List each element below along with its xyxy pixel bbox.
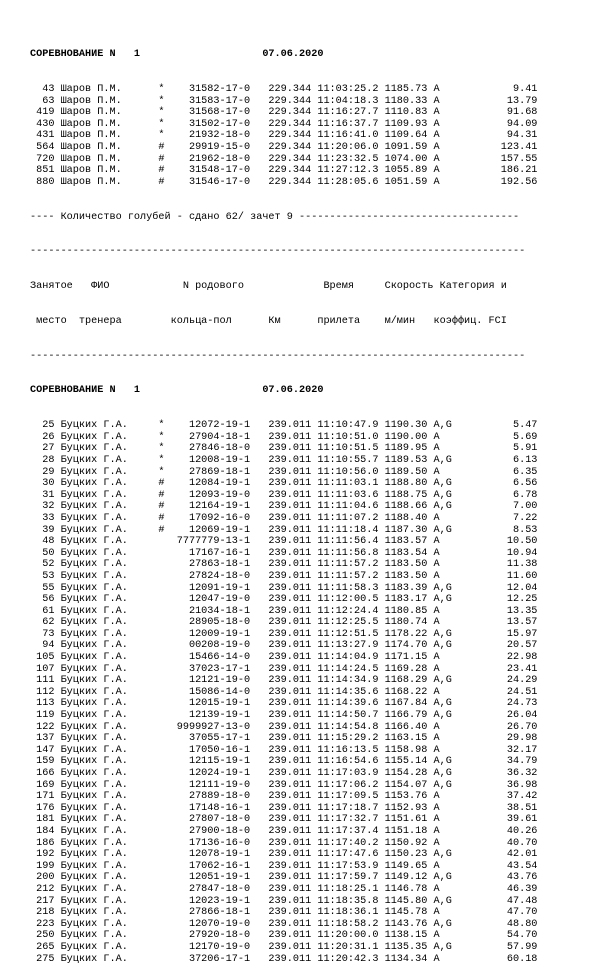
- result-row: 880 Шаров П.М. # 31546-17-0 229.344 11:28:05.6 1051.59 A 192.56: [30, 176, 538, 188]
- result-row: 28 Буцких Г.А. * 12008-19-1 239.011 11:10:55.7 1189.53 A,G 6.13: [30, 454, 538, 466]
- result-row: 50 Буцких Г.А. 17167-16-1 239.011 11:11:56.8 1183.54 A 10.94: [30, 547, 538, 559]
- competition-header: СОРЕВНОВАНИЕ N 1 07.06.2020: [30, 385, 324, 397]
- result-row: 29 Буцких Г.А. * 27869-18-1 239.011 11:10:56.0 1189.50 A 6.35: [30, 466, 538, 478]
- result-row: 25 Буцких Г.А. * 12072-19-1 239.011 11:10:47.9 1190.30 A,G 5.47: [30, 420, 538, 432]
- result-row: 166 Буцких Г.А. 12024-19-1 239.011 11:17:03.9 1154.28 A,G 36.32: [30, 768, 538, 779]
- result-row: 431 Шаров П.М. * 21932-18-0 229.344 11:16:41.0 1109.64 A 94.31: [30, 130, 538, 142]
- result-row: 43 Шаров П.М. * 31582-17-0 229.344 11:03:25.2 1185.73 A 9.41: [30, 83, 538, 95]
- result-row: 31 Буцких Г.А. # 12093-19-0 239.011 11:11:03.6 1188.75 A,G 6.78: [30, 489, 538, 501]
- separator-line: ---------------------------------------------------------------------------------: [30, 246, 526, 258]
- result-row: 169 Буцких Г.А. 12111-19-0 239.011 11:17:06.2 1154.07 A,G 36.98: [30, 779, 538, 791]
- column-header-line-2: место тренера кольца-пол Км прилета м/мин коэффиц. FCI: [30, 315, 507, 327]
- result-row: 851 Шаров П.М. # 31548-17-0 229.344 11:27:12.3 1055.89 A 186.21: [30, 165, 538, 177]
- column-header-line-1: Занятое ФИО N родового Время Скорость Категория и: [30, 281, 507, 293]
- result-row: 218 Буцких Г.А. 27866-18-1 239.011 11:18:36.1 1145.78 A 47.70: [30, 907, 538, 919]
- result-row: 275 Буцких Г.А. 37206-17-1 239.011 11:20:42.3 1134.34 A 60.18: [30, 953, 538, 965]
- result-row: 52 Буцких Г.А. 27863-18-1 239.011 11:11:57.2 1183.50 A 11.38: [30, 559, 538, 571]
- result-row: 27 Буцких Г.А. * 27846-18-0 239.011 11:10:51.5 1189.95 A 5.91: [30, 443, 538, 455]
- result-row: 419 Шаров П.М. * 31568-17-0 229.344 11:16:27.7 1110.83 A 91.68: [30, 107, 538, 119]
- pigeon-count-summary: ---- Количество голубей - сдано 62/ зачет 9 ------------------------------------: [30, 211, 520, 223]
- result-row: 192 Буцких Г.А. 12078-19-1 239.011 11:17:47.6 1150.23 A,G 42.01: [30, 849, 538, 861]
- result-row: 122 Буцких Г.А. 9999927-13-0 239.011 11:14:54.8 1166.40 A 26.70: [30, 721, 538, 733]
- competition-header: СОРЕВНОВАНИЕ N 1 07.06.2020: [30, 49, 324, 61]
- result-row: 119 Буцких Г.А. 12139-19-1 239.011 11:14:50.7 1166.79 A,G 26.04: [30, 710, 538, 722]
- result-row: 113 Буцких Г.А. 12015-19-1 239.011 11:14:39.6 1167.84 A,G 24.73: [30, 698, 538, 710]
- result-row: 33 Буцких Г.А. # 17092-16-0 239.011 11:11:07.2 1188.40 A 7.22: [30, 512, 538, 524]
- result-row: 176 Буцких Г.А. 17148-16-1 239.011 11:17:18.7 1152.93 A 38.51: [30, 802, 538, 814]
- result-row: 94 Буцких Г.А. 00208-19-0 239.011 11:13:27.9 1174.70 A,G 20.57: [30, 640, 538, 652]
- result-row: 212 Буцких Г.А. 27847-18-0 239.011 11:18:25.1 1146.78 A 46.39: [30, 883, 538, 895]
- result-row: 48 Буцких Г.А. 7777779-13-1 239.011 11:11:56.4 1183.57 A 10.50: [30, 536, 538, 548]
- result-row: 55 Буцких Г.А. 12091-19-1 239.011 11:11:58.3 1183.39 A,G 12.04: [30, 582, 538, 594]
- result-row: 56 Буцких Г.А. 12047-19-0 239.011 11:12:00.5 1183.17 A,G 12.25: [30, 594, 538, 606]
- result-row: 39 Буцких Г.А. # 12069-19-1 239.011 11:11:18.4 1187.30 A,G 8.53: [30, 524, 538, 536]
- result-row: 73 Буцких Г.А. 12009-19-1 239.011 11:12:51.5 1178.22 A,G 15.97: [30, 628, 538, 640]
- result-row: 53 Буцких Г.А. 27824-18-0 239.011 11:11:57.2 1183.50 A 11.60: [30, 570, 538, 582]
- result-row: 720 Шаров П.М. # 21962-18-0 229.344 11:23:32.5 1074.00 A 157.55: [30, 153, 538, 165]
- result-row: 159 Буцких Г.А. 12115-19-1 239.011 11:16:54.6 1155.14 A,G 34.79: [30, 756, 538, 768]
- result-row: 137 Буцких Г.А. 37055-17-1 239.011 11:15:29.2 1163.15 A 29.98: [30, 733, 538, 745]
- top-results-list: [30, 84, 537, 188]
- result-row: 147 Буцких Г.А. 17050-16-1 239.011 11:16:13.5 1158.98 A 32.17: [30, 744, 538, 756]
- result-row: 430 Шаров П.М. * 31502-17-0 229.344 11:16:37.7 1109.93 A 94.09: [30, 118, 538, 130]
- result-row: 62 Буцких Г.А. 28905-18-0 239.011 11:12:25.5 1180.74 A 13.57: [30, 617, 538, 629]
- result-row: 32 Буцких Г.А. # 12164-19-1 239.011 11:11:04.6 1188.66 A,G 7.00: [30, 501, 538, 513]
- result-row: 199 Буцких Г.А. 17062-16-1 239.011 11:17:53.9 1149.65 A 43.54: [30, 860, 538, 872]
- result-row: 200 Буцких Г.А. 12051-19-1 239.011 11:17:59.7 1149.12 A,G 43.76: [30, 872, 538, 884]
- results-document: [30, 26, 537, 977]
- result-row: 181 Буцких Г.А. 27807-18-0 239.011 11:17:32.7 1151.61 A 39.61: [30, 814, 538, 826]
- result-row: 105 Буцких Г.А. 15466-14-0 239.011 11:14:04.9 1171.15 A 22.98: [30, 652, 538, 664]
- result-row: 223 Буцких Г.А. 12070-19-0 239.011 11:18:58.2 1143.76 A,G 48.80: [30, 918, 538, 930]
- result-row: 63 Шаров П.М. * 31583-17-0 229.344 11:04:18.3 1180.33 A 13.79: [30, 95, 538, 107]
- result-row: 265 Буцких Г.А. 12170-19-0 239.011 11:20:31.1 1135.35 A,G 57.99: [30, 941, 538, 953]
- result-row: 26 Буцких Г.А. * 27904-18-1 239.011 11:10:51.0 1190.00 A 5.69: [30, 431, 538, 443]
- result-row: 250 Буцких Г.А. 27920-18-0 239.011 11:20:00.0 1138.15 A 54.70: [30, 930, 538, 942]
- result-row: 217 Буцких Г.А. 12023-19-1 239.011 11:18:35.8 1145.80 A,G 47.48: [30, 895, 538, 907]
- result-row: 564 Шаров П.М. # 29919-15-0 229.344 11:20:06.0 1091.59 A 123.41: [30, 141, 538, 153]
- result-row: 184 Буцких Г.А. 27900-18-0 239.011 11:17:37.4 1151.18 A 40.26: [30, 825, 538, 837]
- result-row: 171 Буцких Г.А. 27889-18-0 239.011 11:17:09.5 1153.76 A 37.42: [30, 791, 538, 803]
- main-results-list: [30, 420, 537, 965]
- separator-line: ---------------------------------------------------------------------------------: [30, 350, 526, 362]
- result-row: 112 Буцких Г.А. 15086-14-0 239.011 11:14:35.6 1168.22 A 24.51: [30, 686, 538, 698]
- result-row: 186 Буцких Г.А. 17136-16-0 239.011 11:17:40.2 1150.92 A 40.70: [30, 837, 538, 849]
- result-row: 107 Буцких Г.А. 37023-17-1 239.011 11:14:24.5 1169.28 A 23.41: [30, 663, 538, 675]
- result-row: 61 Буцких Г.А. 21034-18-1 239.011 11:12:24.4 1180.85 A 13.35: [30, 605, 538, 617]
- result-row: 30 Буцких Г.А. # 12084-19-1 239.011 11:11:03.1 1188.80 A,G 6.56: [30, 478, 538, 490]
- result-row: 111 Буцких Г.А. 12121-19-0 239.011 11:14:34.9 1168.29 A,G 24.29: [30, 675, 538, 687]
